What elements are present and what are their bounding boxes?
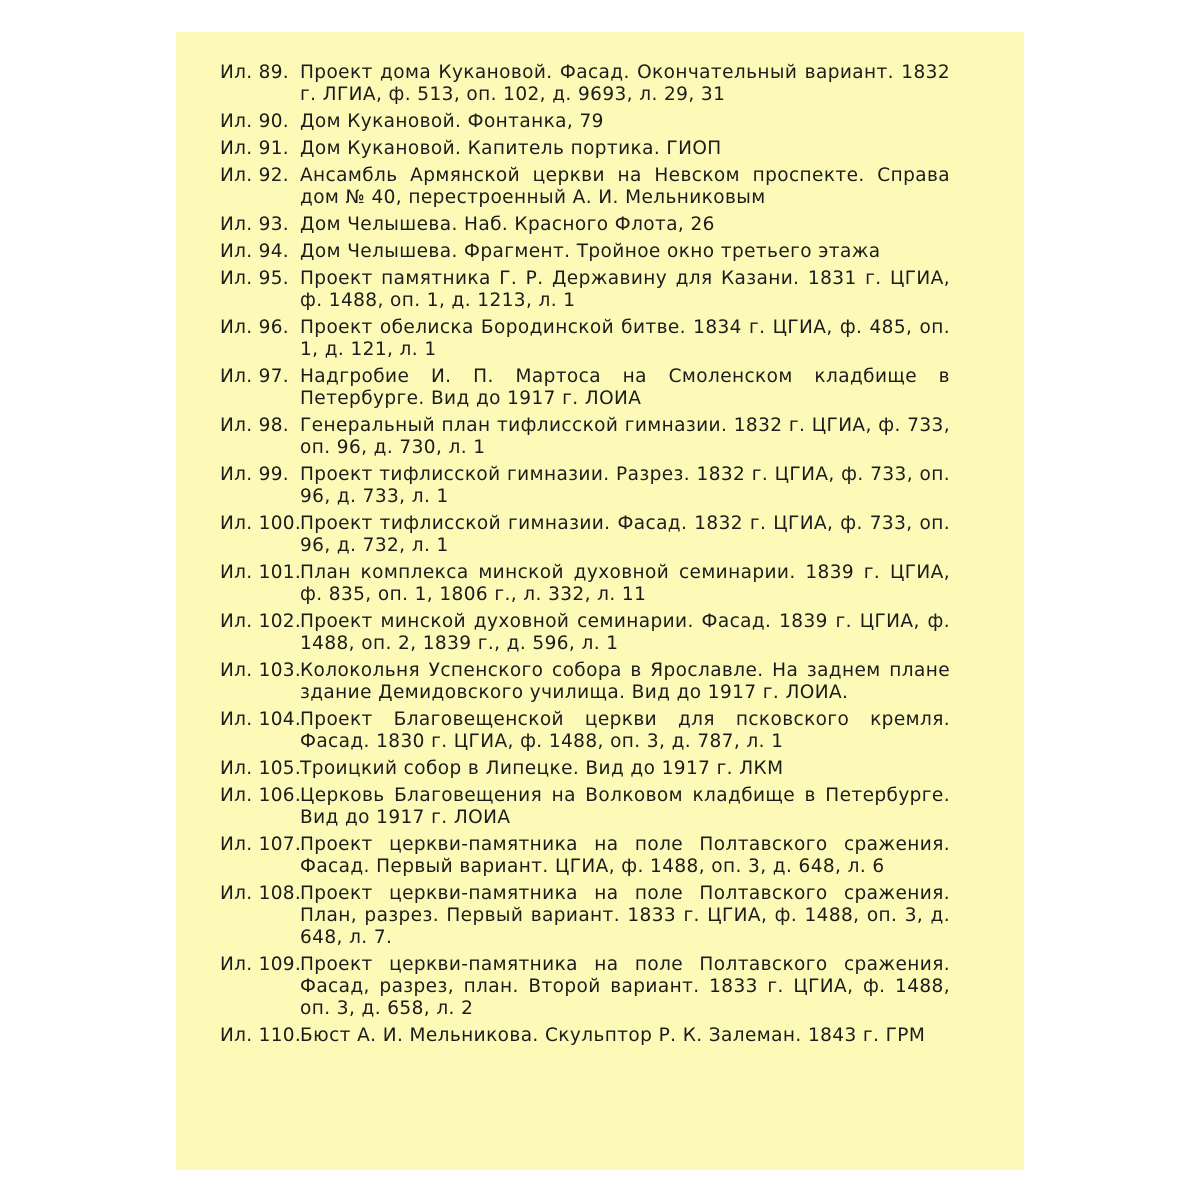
list-item [220, 660, 950, 704]
illustration-list [220, 62, 950, 1052]
list-item [220, 1025, 950, 1047]
illustration-caption: Генеральный план тифлисской гимназии. 1832 г. ЦГИА, ф. 733, оп. 96, д. 730, л. 1 [300, 415, 950, 458]
illustration-number: Ил. 96. [220, 317, 289, 338]
illustration-caption: Проект минской духовной семинарии. Фасад. 1839 г. ЦГИА, ф. 1488, оп. 2, 1839 г., д. 596, л. 1 [300, 611, 950, 654]
illustration-caption: Колокольня Успенского собора в Ярославле. На заднем плане здание Демидовского училища. Вид до 1917 г. ЛОИА. [300, 660, 950, 703]
illustration-caption: Дом Челышева. Наб. Красного Флота, 26 [300, 214, 715, 235]
illustration-caption: Надгробие И. П. Мартоса на Смоленском кладбище в Петербурге. Вид до 1917 г. ЛОИА [300, 366, 950, 409]
illustration-caption: Церковь Благовещения на Волковом кладбище в Петербурге. Вид до 1917 г. ЛОИА [300, 785, 950, 828]
list-item [220, 268, 950, 312]
illustration-number: Ил. 100. [220, 513, 302, 534]
list-item [220, 883, 950, 949]
illustration-caption: Проект тифлисской гимназии. Фасад. 1832 г. ЦГИА, ф. 733, оп. 96, д. 732, л. 1 [300, 513, 950, 556]
illustration-caption: Проект памятника Г. Р. Державину для Казани. 1831 г. ЦГИА, ф. 1488, оп. 1, д. 1213, л. 1 [300, 268, 950, 311]
illustration-caption: Дом Кукановой. Капитель портика. ГИОП [300, 138, 722, 159]
illustration-number: Ил. 94. [220, 241, 289, 262]
illustration-number: Ил. 106. [220, 785, 302, 806]
illustration-number: Ил. 103. [220, 660, 302, 681]
illustration-number: Ил. 92. [220, 165, 289, 186]
illustration-number: Ил. 109. [220, 954, 302, 975]
list-item [220, 111, 950, 133]
illustration-caption: Ансамбль Армянской церкви на Невском проспекте. Справа дом № 40, перестроенный А. И. Мельниковым [300, 165, 950, 208]
list-item [220, 785, 950, 829]
illustration-number: Ил. 110. [220, 1025, 302, 1046]
list-item [220, 366, 950, 410]
illustration-number: Ил. 105. [220, 758, 302, 779]
illustration-caption: Проект церкви-памятника на поле Полтавского сражения. Фасад. Первый вариант. ЦГИА, ф. 1488, оп. 3, д. 648, л. 6 [300, 834, 950, 877]
list-item [220, 138, 950, 160]
illustration-caption: Дом Челышева. Фрагмент. Тройное окно третьего этажа [300, 241, 881, 262]
illustration-number: Ил. 90. [220, 111, 289, 132]
illustration-caption: План комплекса минской духовной семинарии. 1839 г. ЦГИА, ф. 835, оп. 1, 1806 г., л. 332, л. 11 [300, 562, 950, 605]
illustration-number: Ил. 91. [220, 138, 289, 159]
illustration-caption: Проект тифлисской гимназии. Разрез. 1832 г. ЦГИА, ф. 733, оп. 96, д. 733, л. 1 [300, 464, 950, 507]
list-item [220, 214, 950, 236]
list-item [220, 954, 950, 1020]
document-page [176, 32, 1024, 1170]
illustration-number: Ил. 98. [220, 415, 289, 436]
illustration-caption: Дом Кукановой. Фонтанка, 79 [300, 111, 604, 132]
illustration-number: Ил. 108. [220, 883, 302, 904]
list-item [220, 464, 950, 508]
illustration-number: Ил. 97. [220, 366, 289, 387]
illustration-caption: Проект церкви-памятника на поле Полтавского сражения. План, разрез. Первый вариант. 1833 г. ЦГИА, ф. 1488, оп. 3, д. 648, л. 7. [300, 883, 950, 948]
illustration-number: Ил. 89. [220, 62, 289, 83]
illustration-number: Ил. 93. [220, 214, 289, 235]
illustration-caption: Проект дома Кукановой. Фасад. Окончательный вариант. 1832 г. ЛГИА, ф. 513, оп. 102, д. 9693, л. 29, 31 [300, 62, 950, 105]
illustration-number: Ил. 99. [220, 464, 289, 485]
illustration-number: Ил. 107. [220, 834, 302, 855]
illustration-number: Ил. 104. [220, 709, 302, 730]
list-item [220, 241, 950, 263]
illustration-caption: Троицкий собор в Липецке. Вид до 1917 г. ЛКМ [300, 758, 784, 779]
list-item [220, 317, 950, 361]
list-item [220, 709, 950, 753]
list-item [220, 758, 950, 780]
illustration-number: Ил. 102. [220, 611, 302, 632]
list-item [220, 62, 950, 106]
list-item [220, 562, 950, 606]
list-item [220, 834, 950, 878]
illustration-number: Ил. 95. [220, 268, 289, 289]
illustration-caption: Бюст А. И. Мельникова. Скульптор Р. К. Залеман. 1843 г. ГРМ [300, 1025, 926, 1046]
list-item [220, 513, 950, 557]
illustration-caption: Проект Благовещенской церкви для псковского кремля. Фасад. 1830 г. ЦГИА, ф. 1488, оп. 3, д. 787, л. 1 [300, 709, 950, 752]
list-item [220, 415, 950, 459]
illustration-caption: Проект церкви-памятника на поле Полтавского сражения. Фасад, разрез, план. Второй вариант. 1833 г. ЦГИА, ф. 1488, оп. 3, д. 658, л. 2 [300, 954, 950, 1019]
list-item [220, 611, 950, 655]
illustration-number: Ил. 101. [220, 562, 302, 583]
illustration-caption: Проект обелиска Бородинской битве. 1834 г. ЦГИА, ф. 485, оп. 1, д. 121, л. 1 [300, 317, 950, 360]
list-item [220, 165, 950, 209]
